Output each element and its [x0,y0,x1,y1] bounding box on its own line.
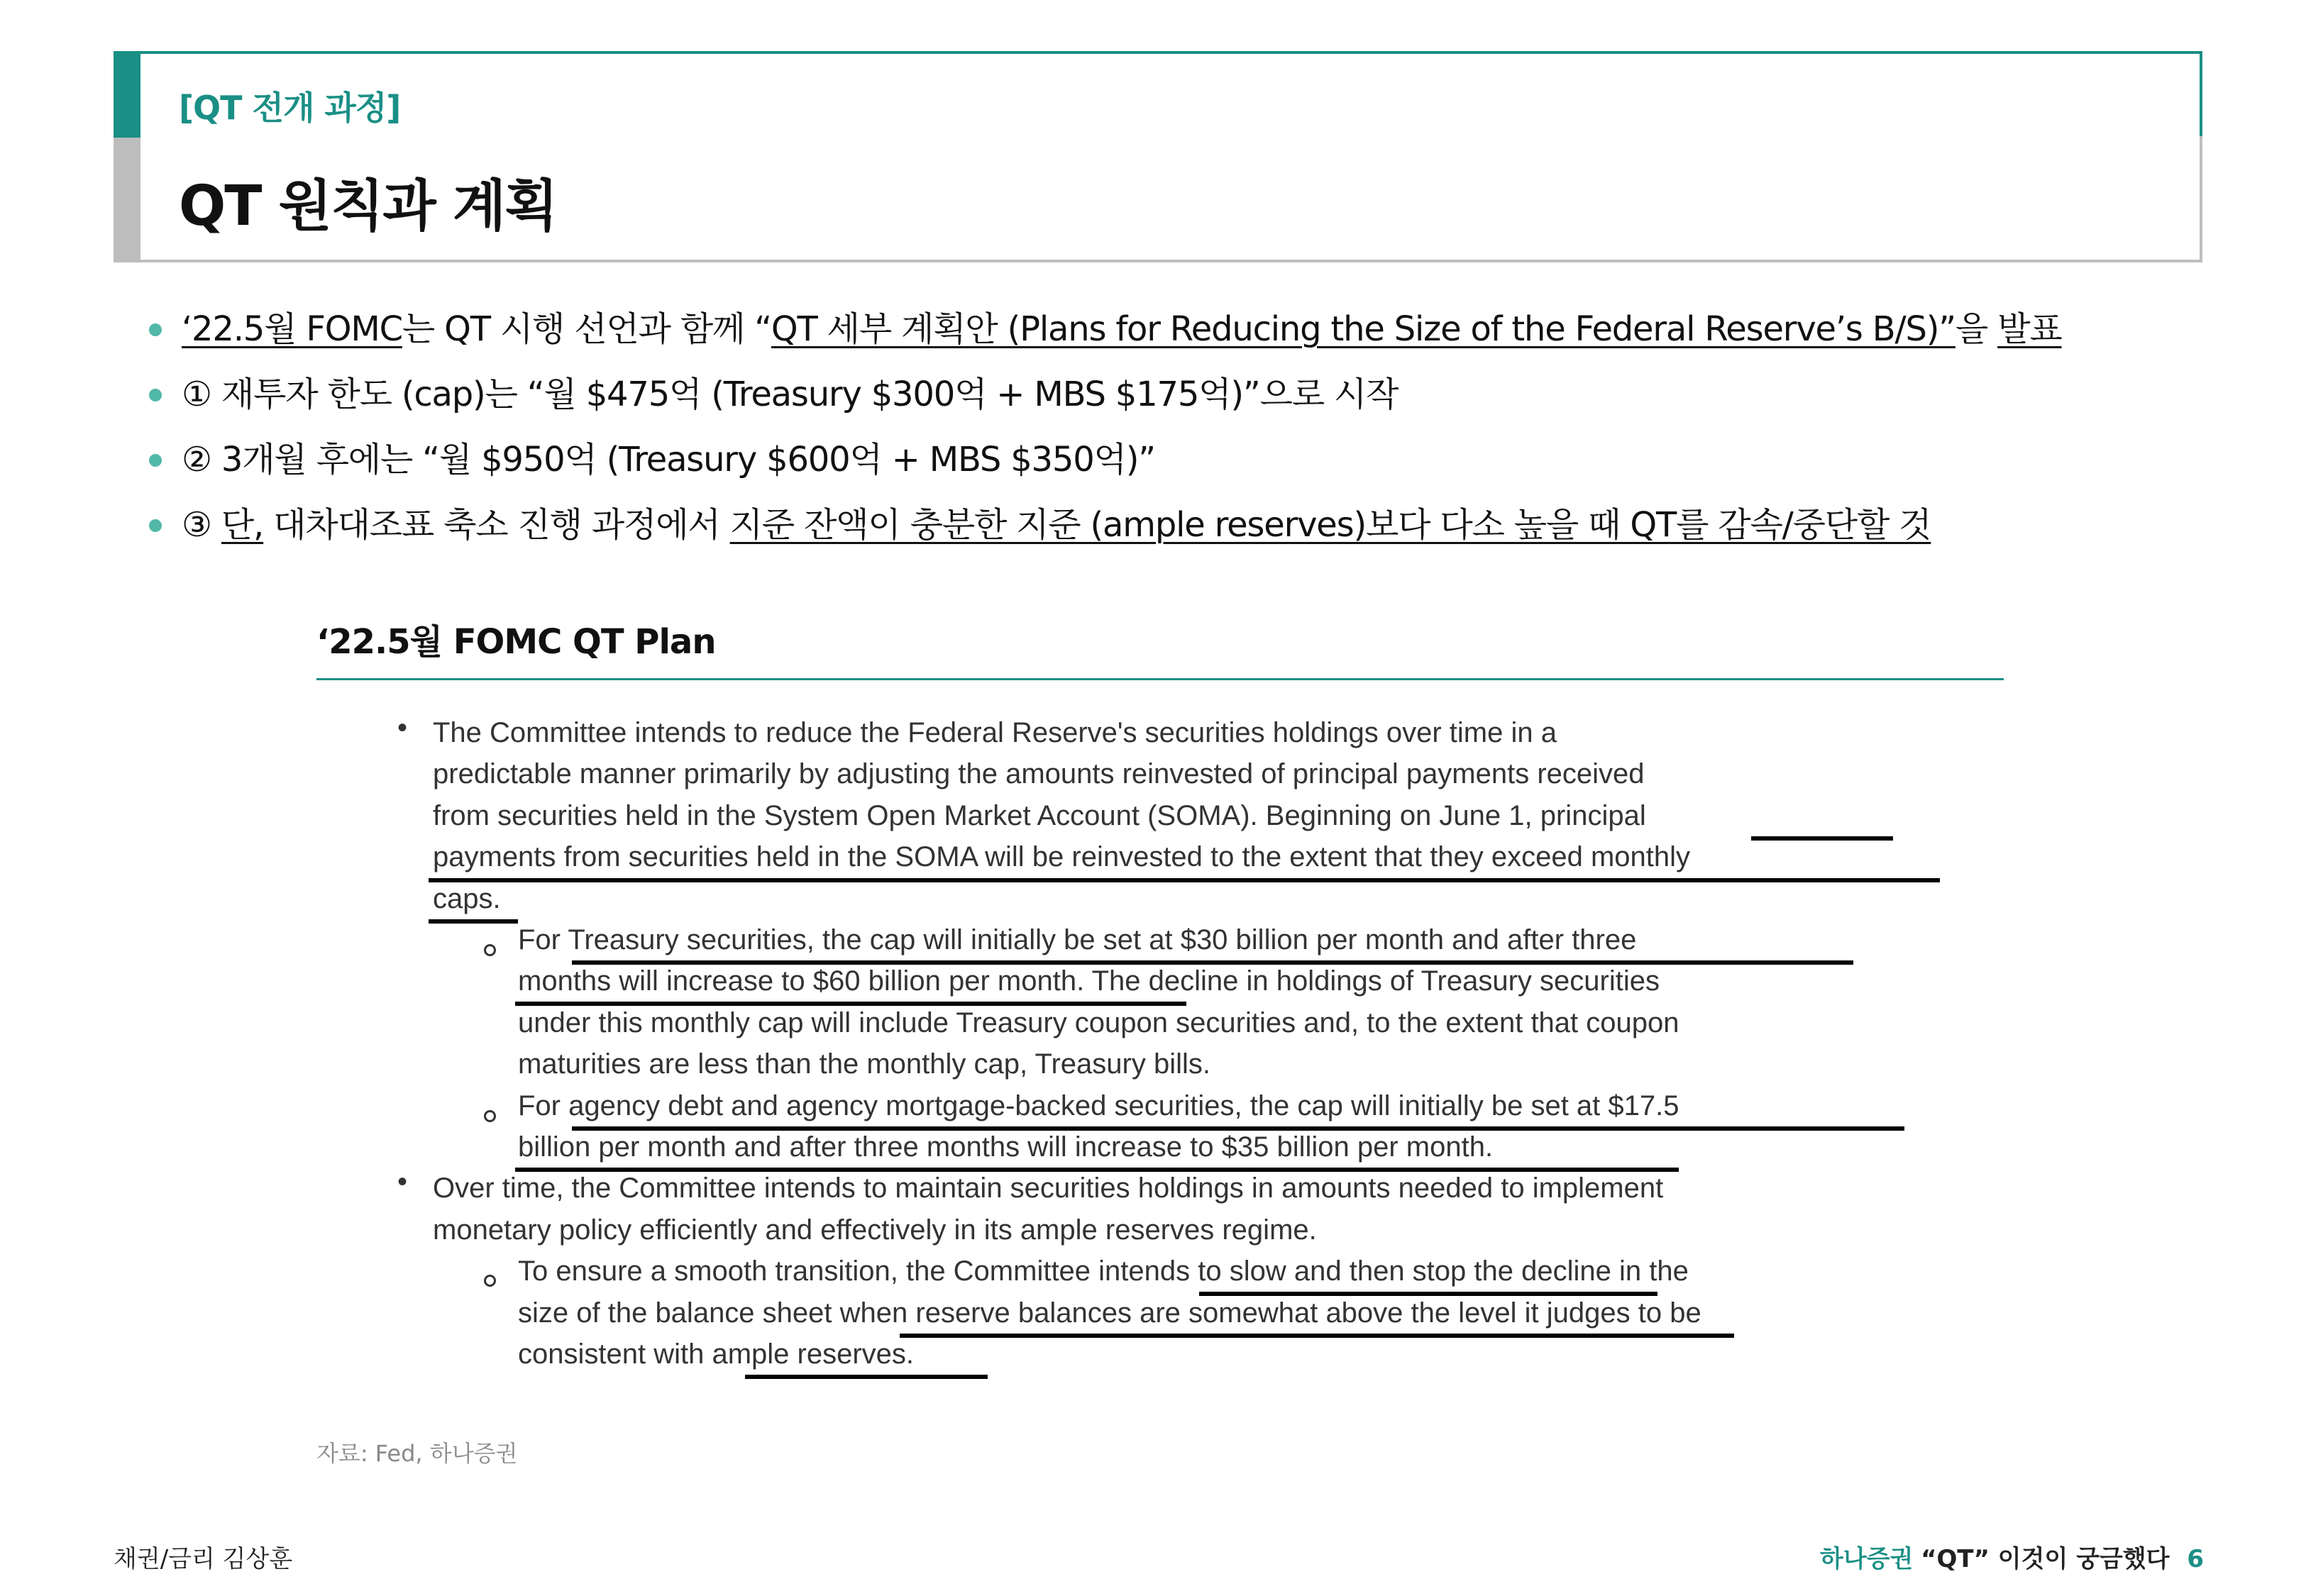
bullet-text: 단, [221,505,264,545]
fed-text-line: size of the balance sheet when reserve balances are somewhat above the level it judges to be [518,1297,1701,1329]
sub-bullet-circle-icon [484,944,496,956]
bullet-text: QT 세부 계획안 (Plans for Reducing the Size of the Federal Reserve’s B/S)” [771,309,1955,349]
fed-text-line: months will increase to $60 billion per month. The decline in holdings of Treasury securities [518,965,1660,997]
bullet-text: 대차대조표 축소 진행 과정에서 [263,505,730,545]
fed-text-line: caps. [433,883,501,914]
bullet-text: ① 재투자 한도 (cap)는 “월 $475억 (Treasury $300억 + MBS $175억)”으로 시작 [182,375,1399,414]
footer-brand [1820,1539,2204,1574]
bullet-dot-icon [149,389,162,401]
fed-text-line: payments from securities held in the SOMA will be reinvested to the extent that they exceed monthly [433,841,1691,872]
underline-mark [515,1168,1679,1172]
fed-text-line: predictable manner primarily by adjusting the amounts reinvested of principal payments received [433,758,1645,789]
bullet-text: 지준 잔액이 충분한 지준 (ample reserves)보다 다소 높을 때 QT를 감속/중단할 것 [729,505,1931,545]
footer-series-title: “QT” 이것이 궁금했다 [1921,1545,2170,1573]
bullet-item [146,297,2204,362]
bullet-item [146,362,2204,427]
bullet-text: ② 3개월 후에는 “월 $950억 (Treasury $600억 + MBS $350억)” [182,440,1155,480]
fed-text-line: under this monthly cap will include Treasury coupon securities and, to the extent that coupon [518,1007,1679,1038]
page-number: 6 [2187,1545,2204,1573]
fed-text-line: Over time, the Committee intends to maintain securities holdings in amounts needed to implement [433,1173,1664,1204]
source-note: 자료: Fed, 하나증권 [316,1440,518,1467]
header-side-bar [114,138,140,262]
bullet-disc-icon: • [397,1166,408,1197]
bullet-text: ③ [182,505,221,545]
bullet-dot-icon [149,519,162,532]
underline-mark [515,1002,1186,1006]
underline-mark [900,1334,1734,1338]
fed-text-line: from securities held in the System Open Market Account (SOMA). Beginning on June 1, principal [433,800,1646,831]
sub-bullet-circle-icon [484,1110,496,1122]
fed-text-line: For Treasury securities, the cap will initially be set at $30 billion per month and after three [518,924,1637,955]
page-title: QT 원칙과 계획 [179,174,557,238]
underline-mark [745,1375,988,1379]
bullet-list [146,297,2204,558]
bullet-item [146,492,2204,558]
bullet-disc-icon: • [397,712,408,743]
underline-mark [572,1126,1904,1131]
footer-brand-name: 하나증권 [1819,1545,1914,1573]
fed-text-line: The Committee intends to reduce the Federal Reserve's securities holdings over time in a [433,717,1557,748]
underline-mark [1751,836,1893,841]
underline-mark [1199,1292,1657,1296]
fed-text-line: monetary policy efficiently and effectively in its ample reserves regime. [433,1214,1317,1246]
sub-bullet-circle-icon [484,1275,496,1287]
bullet-text: ‘22.5월 FOMC [182,309,402,349]
bullet-item [146,427,2204,492]
underline-mark [429,878,1940,882]
fed-text-line: consistent with ample reserves. [518,1339,915,1370]
footer-author: 채권/금리 김상훈 [114,1545,293,1573]
bullet-dot-icon [149,323,162,336]
header-accent [2200,51,2202,136]
fed-text-line: For agency debt and agency mortgage-backed securities, the cap will initially be set at $17.5 [518,1090,1679,1121]
underline-mark [429,919,518,924]
bullet-dot-icon [149,454,162,467]
fed-text-line: To ensure a smooth transition, the Committee intends to slow and then stop the decline in the [518,1256,1689,1287]
bullet-text: 는 QT 시행 선언과 함께 “ [402,309,771,349]
figure-divider [316,678,2004,680]
fed-text-line: maturities are less than the monthly cap, Treasury bills. [518,1048,1210,1080]
section-label: [QT 전개 과정] [179,89,401,127]
figure-title: ‘22.5월 FOMC QT Plan [316,622,716,662]
bullet-text: 발표 [1997,309,2062,349]
underline-mark [572,960,1853,965]
fed-text-line: billion per month and after three months will increase to $35 billion per month. [518,1131,1494,1163]
bullet-text: 을 [1955,309,1998,349]
header-accent-bar [114,51,140,138]
